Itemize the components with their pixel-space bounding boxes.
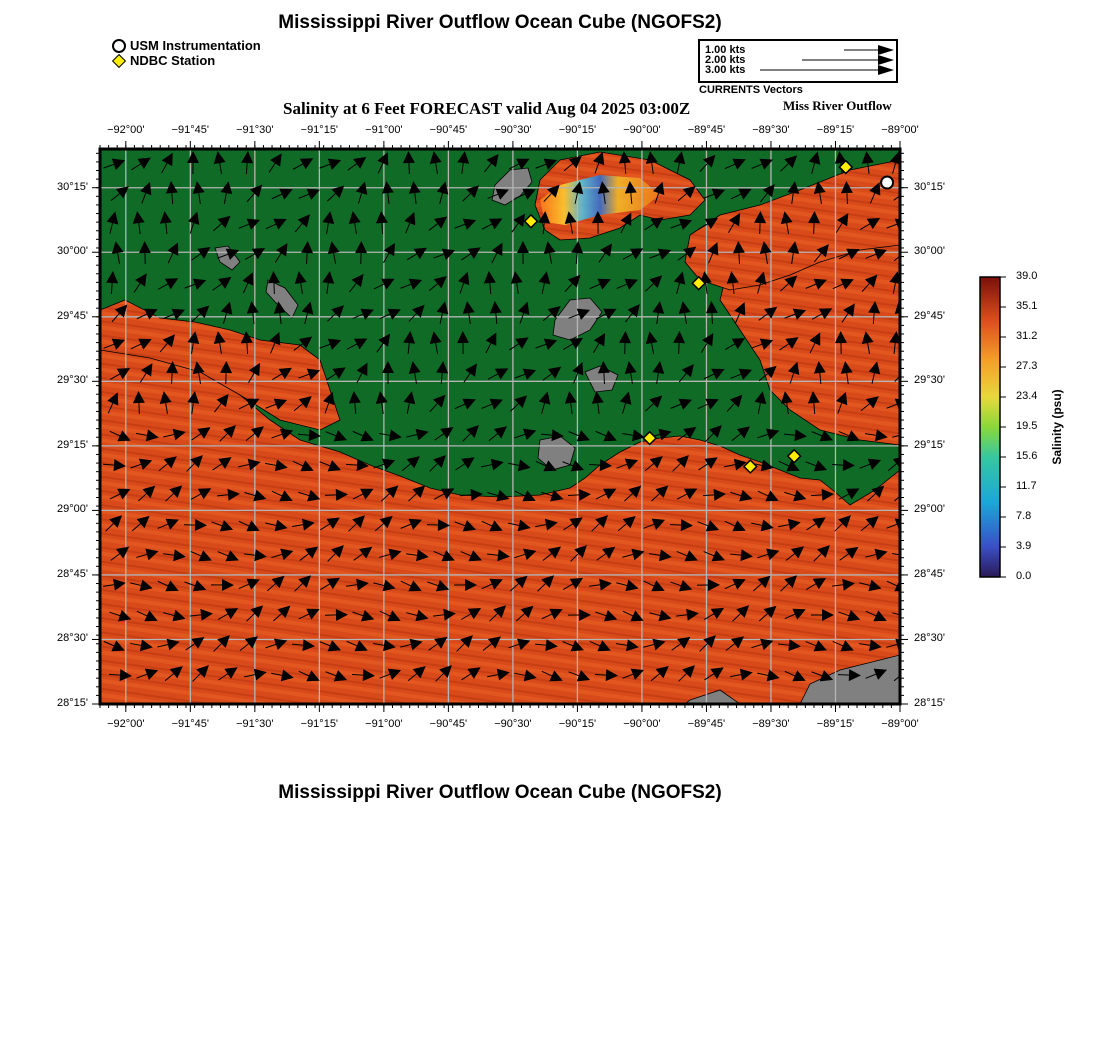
tick-label: 28°45' (57, 567, 88, 580)
colorbar-tick-label: 23.4 (1016, 390, 1038, 402)
tick-label: −90°15' (558, 124, 597, 136)
vector-legend-2kt: 2.00 kts (705, 54, 746, 66)
tick-label: 29°15' (914, 438, 945, 451)
tick-label: −90°00' (623, 124, 661, 136)
legend-label-ndbc: NDBC Station (130, 53, 216, 68)
tick-label: 29°30' (914, 374, 945, 387)
colorbar-title: Salinity (psu) (1050, 389, 1064, 465)
tick-label: −89°15' (816, 124, 855, 136)
tick-label: 29°45' (914, 309, 945, 322)
colorbar-tick-label: 0.0 (1016, 570, 1032, 582)
vector-legend-1kt: 1.00 kts (705, 44, 746, 56)
tick-label: 30°15' (914, 180, 945, 193)
tick-label: 29°45' (57, 309, 88, 322)
page-title: Mississippi River Outflow Ocean Cube (NGOFS2) (278, 12, 722, 33)
tick-label: 30°00' (914, 245, 945, 258)
tick-label: 28°30' (914, 632, 945, 645)
tick-label: −90°00' (623, 718, 661, 730)
tick-label: −91°00' (365, 124, 403, 136)
tick-label: 28°15' (57, 697, 88, 709)
tick-label: −92°00' (107, 124, 145, 136)
tick-label: −90°45' (429, 124, 468, 136)
colorbar-tick-label: 35.1 (1016, 300, 1038, 312)
vector-legend-caption: CURRENTS Vectors (699, 84, 803, 96)
tick-label: −89°00' (881, 124, 919, 136)
tick-label: −90°30' (494, 124, 532, 136)
tick-label: −91°15' (300, 124, 339, 136)
tick-label: −89°30' (752, 718, 790, 730)
tick-label: −91°45' (171, 718, 210, 730)
tick-label: 29°30' (57, 374, 88, 387)
tick-label: −90°45' (429, 718, 468, 730)
colorbar-tick-label: 3.9 (1016, 540, 1032, 552)
tick-label: −90°15' (558, 718, 597, 730)
colorbar-tick-label: 31.2 (1016, 330, 1038, 342)
tick-label: −89°45' (687, 718, 726, 730)
tick-label: 30°15' (57, 180, 88, 193)
colorbar-tick-label: 15.6 (1016, 450, 1038, 462)
colorbar-scale (980, 277, 1000, 577)
tick-label: 29°00' (57, 503, 88, 516)
tick-label: 29°15' (57, 438, 88, 451)
tick-label: −89°15' (816, 718, 855, 730)
colorbar-tick-label: 27.3 (1016, 360, 1038, 372)
colorbar-tick-label: 19.5 (1016, 420, 1038, 432)
map-subtitle: Salinity at 6 Feet FORECAST valid Aug 04 2025 03:00Z (283, 99, 691, 118)
tick-label: 28°30' (57, 632, 88, 645)
page-title-repeat: Mississippi River Outflow Ocean Cube (NGOFS2) (278, 782, 722, 803)
tick-label: −91°15' (300, 718, 339, 730)
tick-label: −91°30' (236, 124, 274, 136)
tick-label: −91°30' (236, 718, 274, 730)
legend-label-usm: USM Instrumentation (130, 38, 261, 53)
tick-label: 28°45' (914, 567, 945, 580)
region-label: Miss River Outflow (783, 98, 892, 113)
colorbar-tick-label: 7.8 (1016, 510, 1032, 522)
tick-label: −89°30' (752, 124, 790, 136)
tick-label: −92°00' (107, 718, 145, 730)
tick-label: 29°00' (914, 503, 945, 516)
tick-label: −89°00' (881, 718, 919, 730)
tick-label: −91°45' (171, 124, 210, 136)
usm-station-marker (881, 177, 893, 189)
tick-label: 28°15' (914, 697, 945, 709)
tick-label: −89°45' (687, 124, 726, 136)
colorbar-tick-label: 11.7 (1016, 480, 1037, 492)
colorbar-tick-label: 39.0 (1016, 270, 1038, 282)
tick-label: 30°00' (57, 245, 88, 258)
vector-legend-3kt: 3.00 kts (705, 64, 746, 76)
tick-label: −91°00' (365, 718, 403, 730)
tick-label: −90°30' (494, 718, 532, 730)
